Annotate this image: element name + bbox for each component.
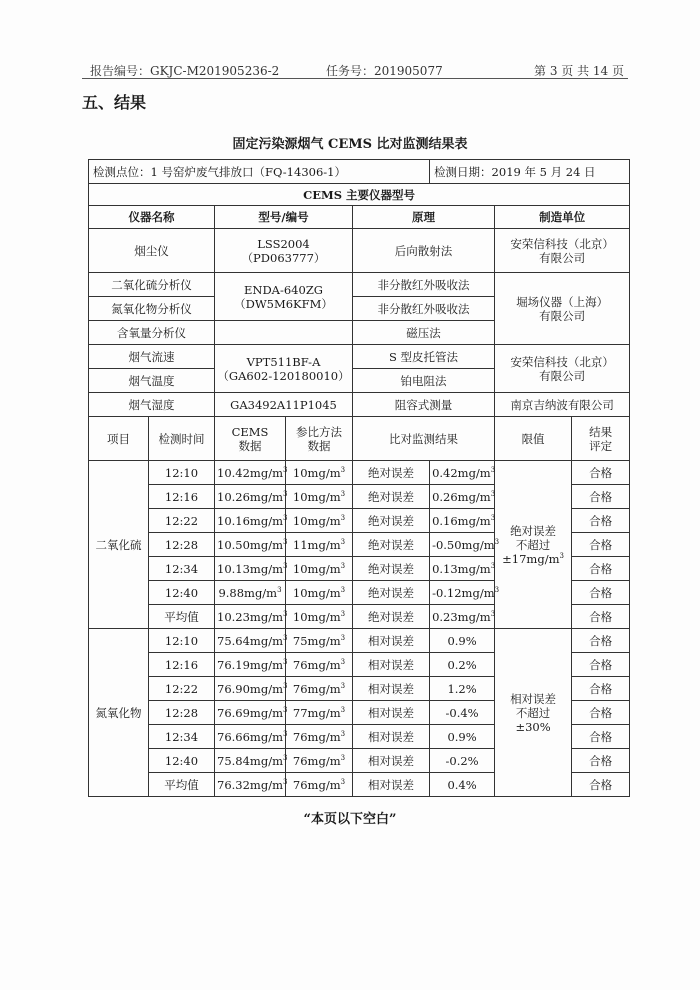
instrument-manufacturer: 南京吉纳波有限公司 bbox=[495, 393, 630, 417]
row-cems: $10.50mg/m^3$ bbox=[215, 533, 286, 557]
row-result: 1.2% bbox=[430, 677, 495, 701]
col-comparison: 比对监测结果 bbox=[353, 417, 495, 461]
row-cems: $75.84mg/m^3$ bbox=[215, 749, 286, 773]
so2-limit: 绝对误差 不超过 $\pm 17mg/m^3$ bbox=[495, 461, 572, 629]
row-result: -0.2% bbox=[430, 749, 495, 773]
col-principle: 原理 bbox=[353, 206, 495, 229]
row-ref: $76mg/m^3$ bbox=[286, 773, 353, 797]
instrument-model: GA3492A11P1045 bbox=[215, 393, 353, 417]
instrument-manufacturer: 堀场仪器（上海） 有限公司 bbox=[495, 273, 630, 345]
row-error-type: 相对误差 bbox=[353, 773, 430, 797]
row-eval: 合格 bbox=[572, 485, 630, 509]
instrument-principle: S 型皮托管法 bbox=[353, 345, 495, 369]
row-result: 0.2% bbox=[430, 653, 495, 677]
page-number: 第 3 页 共 14 页 bbox=[534, 64, 624, 78]
row-cems: $10.13mg/m^3$ bbox=[215, 557, 286, 581]
row-eval: 合格 bbox=[572, 605, 630, 629]
col-time: 检测时间 bbox=[149, 417, 215, 461]
row-ref: $75mg/m^3$ bbox=[286, 629, 353, 653]
row-time: 平均值 bbox=[149, 605, 215, 629]
nox-limit: 相对误差 不超过 ±30% bbox=[495, 629, 572, 797]
row-result: $-0.50mg/m^3$ bbox=[430, 533, 495, 557]
row-cems: $10.16mg/m^3$ bbox=[215, 509, 286, 533]
instrument-name: 二氧化硫分析仪 bbox=[89, 273, 215, 297]
row-time: 12:34 bbox=[149, 725, 215, 749]
row-cems: $10.42mg/m^3$ bbox=[215, 461, 286, 485]
instrument-model: VPT511BF-A （GA602-120180010） bbox=[215, 345, 353, 393]
row-time: 平均值 bbox=[149, 773, 215, 797]
row-ref: $76mg/m^3$ bbox=[286, 725, 353, 749]
row-error-type: 绝对误差 bbox=[353, 605, 430, 629]
row-time: 12:40 bbox=[149, 749, 215, 773]
results-table bbox=[88, 159, 630, 797]
row-result: 0.9% bbox=[430, 725, 495, 749]
row-eval: 合格 bbox=[572, 581, 630, 605]
instrument-principle: 阻容式测量 bbox=[353, 393, 495, 417]
row-time: 12:28 bbox=[149, 533, 215, 557]
row-eval: 合格 bbox=[572, 701, 630, 725]
so2-label: 二氧化硫 bbox=[89, 461, 149, 629]
instruments-section-title: CEMS 主要仪器型号 bbox=[89, 184, 630, 206]
col-reference: 参比方法 数据 bbox=[286, 417, 353, 461]
col-manufacturer: 制造单位 bbox=[495, 206, 630, 229]
row-error-type: 相对误差 bbox=[353, 653, 430, 677]
row-ref: $10mg/m^3$ bbox=[286, 509, 353, 533]
table-title: 固定污染源烟气 CEMS 比对监测结果表 bbox=[232, 137, 468, 152]
instrument-name: 烟气流速 bbox=[89, 345, 215, 369]
row-cems: $76.66mg/m^3$ bbox=[215, 725, 286, 749]
row-error-type: 绝对误差 bbox=[353, 485, 430, 509]
row-time: 12:10 bbox=[149, 461, 215, 485]
row-error-type: 相对误差 bbox=[353, 677, 430, 701]
row-time: 12:16 bbox=[149, 653, 215, 677]
row-time: 12:16 bbox=[149, 485, 215, 509]
instrument-principle: 铂电阻法 bbox=[353, 369, 495, 393]
row-result: $0.13mg/m^3$ bbox=[430, 557, 495, 581]
col-cems: CEMS 数据 bbox=[215, 417, 286, 461]
row-time: 12:34 bbox=[149, 557, 215, 581]
row-eval: 合格 bbox=[572, 749, 630, 773]
instrument-name: 烟气温度 bbox=[89, 369, 215, 393]
row-result: 0.4% bbox=[430, 773, 495, 797]
col-instrument-name: 仪器名称 bbox=[89, 206, 215, 229]
row-time: 12:40 bbox=[149, 581, 215, 605]
row-cems: $9.88mg/m^3$ bbox=[215, 581, 286, 605]
instrument-model: LSS2004 （PD063777） bbox=[215, 229, 353, 273]
col-evaluation: 结果 评定 bbox=[572, 417, 630, 461]
row-result: $0.26mg/m^3$ bbox=[430, 485, 495, 509]
col-model: 型号/编号 bbox=[215, 206, 353, 229]
row-eval: 合格 bbox=[572, 533, 630, 557]
row-error-type: 相对误差 bbox=[353, 749, 430, 773]
row-result: 0.9% bbox=[430, 629, 495, 653]
instrument-manufacturer: 安荣信科技（北京） 有限公司 bbox=[495, 345, 630, 393]
row-cems: $76.32mg/m^3$ bbox=[215, 773, 286, 797]
nox-label: 氮氧化物 bbox=[89, 629, 149, 797]
row-cems: $76.19mg/m^3$ bbox=[215, 653, 286, 677]
row-error-type: 绝对误差 bbox=[353, 581, 430, 605]
instrument-name: 烟尘仪 bbox=[89, 229, 215, 273]
row-ref: $77mg/m^3$ bbox=[286, 701, 353, 725]
row-cems: $10.26mg/m^3$ bbox=[215, 485, 286, 509]
row-eval: 合格 bbox=[572, 629, 630, 653]
report-number: 报告编号：GKJC-M201905236-2 bbox=[90, 64, 280, 78]
row-time: 12:22 bbox=[149, 509, 215, 533]
row-result: $0.42mg/m^3$ bbox=[430, 461, 495, 485]
row-ref: $10mg/m^3$ bbox=[286, 557, 353, 581]
row-ref: $10mg/m^3$ bbox=[286, 461, 353, 485]
row-result: $0.16mg/m^3$ bbox=[430, 509, 495, 533]
row-cems: $75.64mg/m^3$ bbox=[215, 629, 286, 653]
col-item: 项目 bbox=[89, 417, 149, 461]
monitoring-date: 检测日期：2019 年 5 月 24 日 bbox=[430, 160, 630, 184]
row-error-type: 绝对误差 bbox=[353, 533, 430, 557]
row-error-type: 绝对误差 bbox=[353, 461, 430, 485]
monitoring-point: 检测点位：1 号窑炉废气排放口（FQ-14306-1） bbox=[89, 160, 430, 184]
section-title: 五、结果 bbox=[82, 93, 147, 112]
row-eval: 合格 bbox=[572, 773, 630, 797]
instrument-principle: 非分散红外吸收法 bbox=[353, 273, 495, 297]
row-eval: 合格 bbox=[572, 653, 630, 677]
row-ref: $76mg/m^3$ bbox=[286, 653, 353, 677]
instrument-name: 烟气湿度 bbox=[89, 393, 215, 417]
row-time: 12:10 bbox=[149, 629, 215, 653]
row-eval: 合格 bbox=[572, 725, 630, 749]
instrument-name: 含氧量分析仪 bbox=[89, 321, 215, 345]
instrument-principle: 后向散射法 bbox=[353, 229, 495, 273]
row-eval: 合格 bbox=[572, 509, 630, 533]
row-time: 12:22 bbox=[149, 677, 215, 701]
instrument-principle: 磁压法 bbox=[353, 321, 495, 345]
instrument-manufacturer: 安荣信科技（北京） 有限公司 bbox=[495, 229, 630, 273]
row-error-type: 相对误差 bbox=[353, 701, 430, 725]
row-error-type: 相对误差 bbox=[353, 629, 430, 653]
task-number: 任务号：201905077 bbox=[326, 64, 443, 78]
page-header bbox=[82, 62, 628, 79]
row-cems: $76.69mg/m^3$ bbox=[215, 701, 286, 725]
instrument-principle: 非分散红外吸收法 bbox=[353, 297, 495, 321]
row-eval: 合格 bbox=[572, 557, 630, 581]
row-error-type: 相对误差 bbox=[353, 725, 430, 749]
row-ref: $76mg/m^3$ bbox=[286, 749, 353, 773]
row-ref: $10mg/m^3$ bbox=[286, 581, 353, 605]
row-error-type: 绝对误差 bbox=[353, 509, 430, 533]
row-cems: $10.23mg/m^3$ bbox=[215, 605, 286, 629]
row-result: $-0.12mg/m^3$ bbox=[430, 581, 495, 605]
row-ref: $11mg/m^3$ bbox=[286, 533, 353, 557]
row-time: 12:28 bbox=[149, 701, 215, 725]
instrument-model bbox=[215, 321, 353, 345]
row-result: $0.23mg/m^3$ bbox=[430, 605, 495, 629]
row-result: -0.4% bbox=[430, 701, 495, 725]
row-eval: 合格 bbox=[572, 461, 630, 485]
end-of-page-note: “本页以下空白” bbox=[303, 812, 397, 827]
row-ref: $76mg/m^3$ bbox=[286, 677, 353, 701]
row-ref: $10mg/m^3$ bbox=[286, 485, 353, 509]
row-ref: $10mg/m^3$ bbox=[286, 605, 353, 629]
instrument-model: ENDA-640ZG （DW5M6KFM） bbox=[215, 273, 353, 321]
row-cems: $76.90mg/m^3$ bbox=[215, 677, 286, 701]
instrument-name: 氮氧化物分析仪 bbox=[89, 297, 215, 321]
row-error-type: 绝对误差 bbox=[353, 557, 430, 581]
col-limit: 限值 bbox=[495, 417, 572, 461]
row-eval: 合格 bbox=[572, 677, 630, 701]
